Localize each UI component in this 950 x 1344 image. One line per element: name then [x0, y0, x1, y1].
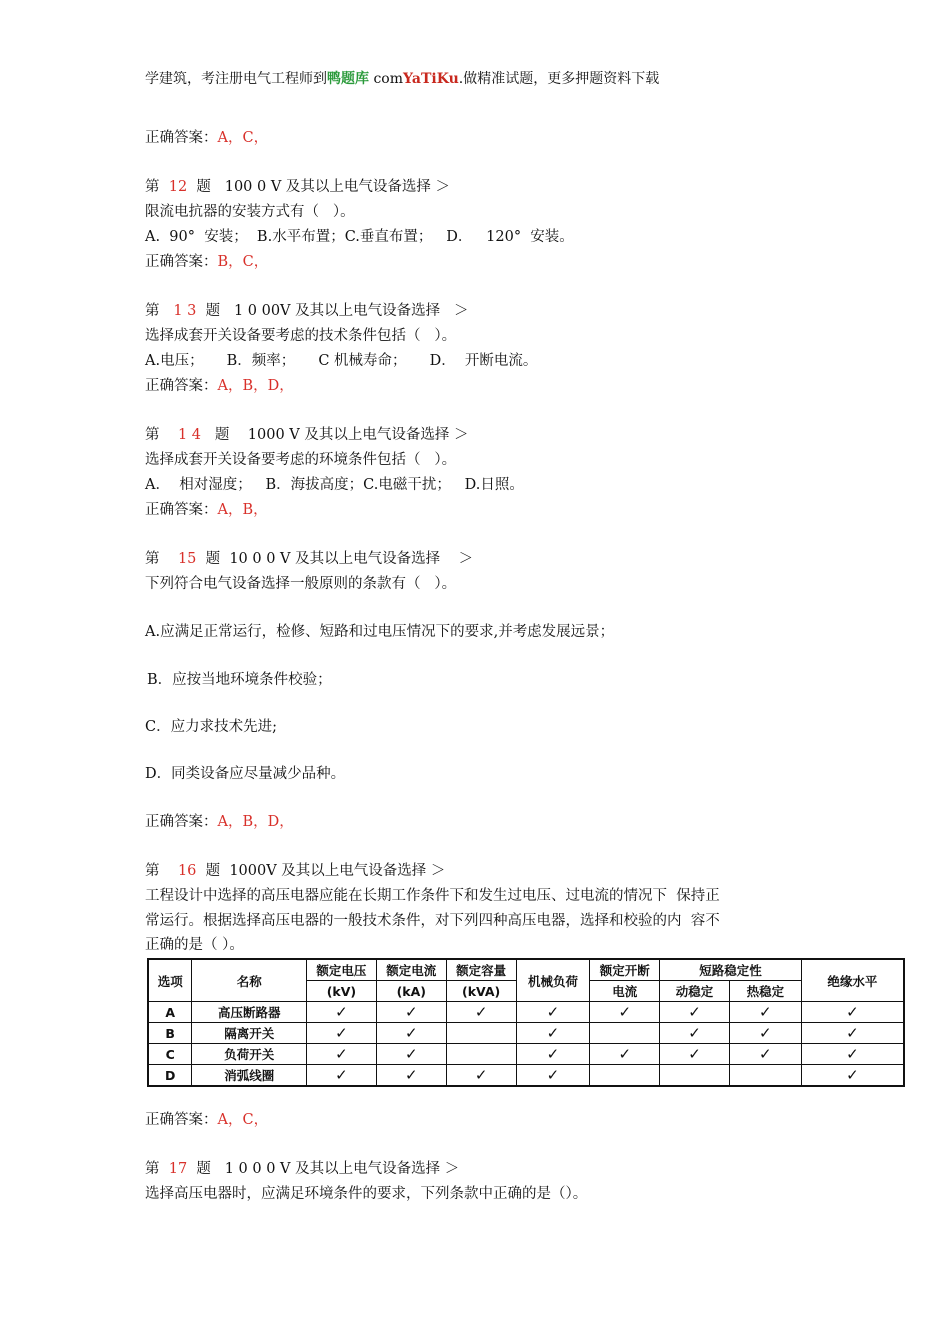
answer-label: 正确答案：: [145, 502, 218, 518]
table-cell: [446, 1023, 516, 1044]
check-mark-icon: ✓: [474, 1003, 488, 1021]
table-cell: [516, 1044, 590, 1065]
check-mark-icon: ✓: [759, 1045, 772, 1063]
check-mark-icon: ✓: [846, 1024, 859, 1042]
table-cell: [660, 1044, 730, 1065]
answer-label: 正确答案：: [145, 130, 218, 146]
table-cell: [376, 1002, 446, 1023]
answer-value: A，C，: [217, 1112, 269, 1128]
answer-label: 正确答案：: [145, 254, 218, 270]
check-mark-icon: ✓: [335, 1003, 348, 1021]
table-cell: [590, 1044, 660, 1065]
question-stem-q12: 限流电抗器的安装方式有（ ）。: [145, 204, 355, 220]
header-rated-capacity: 额定容量: [446, 959, 516, 981]
question-stem-q16-line3: 正确的是（ ）。: [145, 937, 244, 953]
question-topic: 1 0 00V 及其以上电气设备选择 ＞: [233, 303, 469, 319]
question-topic: 1000V 及其以上电气设备选择 ＞: [229, 863, 446, 879]
table-cell: [516, 1002, 590, 1023]
check-mark-icon: ✓: [688, 1045, 701, 1063]
table-row: [148, 1065, 904, 1087]
answer-q13: [145, 376, 294, 396]
table-row: [148, 1044, 904, 1065]
title-suffix: 题: [187, 1161, 225, 1177]
header-current-unit: (kA): [376, 981, 446, 1002]
check-mark-icon: ✓: [759, 1003, 772, 1021]
title-suffix: 题: [201, 427, 248, 443]
answer-label: 正确答案：: [145, 1112, 218, 1128]
brand-name-cn[interactable]: 鸭题库: [327, 71, 369, 87]
header-breaking-current: 额定开断: [590, 959, 660, 981]
check-mark-icon: ✓: [546, 1045, 560, 1063]
question-options-q14: A． 相对湿度； B．海拔高度；C.电磁干扰； D.日照。: [145, 477, 524, 493]
answer-label: 正确答案：: [145, 378, 218, 394]
table-cell: [801, 1023, 904, 1044]
table-cell: [590, 1065, 660, 1087]
check-mark-icon: ✓: [546, 1003, 560, 1021]
question-title-q16: [145, 861, 445, 881]
question-number: 12: [168, 179, 188, 195]
table-cell: [660, 1002, 730, 1023]
question-option-b-q15: B．应按当地环境条件校验；: [147, 672, 332, 688]
row-option: A: [148, 1002, 192, 1023]
question-stem-q14: 选择成套开关设备要考虑的环境条件包括（ ）。: [145, 452, 457, 468]
check-mark-icon: ✓: [846, 1003, 859, 1021]
title-prefix: 第: [145, 303, 174, 319]
question-number: 15: [177, 551, 197, 567]
header-thermal-stability: 热稳定: [729, 981, 801, 1002]
question-stem-q16-line2: 常运行。根据选择高压电器的一般技术条件，对下列四种高压电器，选择和校验的内 容不: [145, 913, 720, 929]
answer-value: A，C，: [217, 130, 269, 146]
table-cell: [307, 1023, 377, 1044]
header-name: 名称: [192, 959, 307, 1002]
header-dynamic-stability: 动稳定: [660, 981, 730, 1002]
table-cell: [801, 1044, 904, 1065]
question-option-d-q15: D．同类设备应尽量减少品种。: [145, 766, 346, 782]
check-mark-icon: ✓: [474, 1066, 488, 1084]
answer-q12: [145, 252, 268, 272]
check-mark-icon: ✓: [688, 1003, 701, 1021]
table-cell: [660, 1065, 730, 1087]
row-equipment-name: 消弧线圈: [192, 1065, 307, 1087]
question-option-c-q15: C．应力求技术先进;: [145, 719, 277, 735]
table-cell: [590, 1023, 660, 1044]
question-stem-q17: 选择高压电器时，应满足环境条件的要求，下列条款中正确的是（）。: [145, 1186, 588, 1202]
question-stem-q13: 选择成套开关设备要考虑的技术条件包括（ ）。: [145, 328, 457, 344]
table-cell: [446, 1065, 516, 1087]
question-title-q13: [145, 301, 468, 321]
question-options-q13: A.电压； B．频率； C 机械寿命； D． 开断电流。: [145, 353, 538, 369]
question-topic: 1 0 0 0 V 及其以上电气设备选择 ＞: [224, 1161, 460, 1177]
check-mark-icon: ✓: [404, 1045, 418, 1063]
header-com: com: [369, 71, 403, 87]
question-stem-q15: 下列符合电气设备选择一般原则的条款有（ ）。: [145, 576, 457, 592]
table-cell: [307, 1065, 377, 1087]
title-suffix: 题: [196, 303, 234, 319]
title-suffix: 题: [196, 863, 230, 879]
table-cell: [307, 1002, 377, 1023]
question-topic: 100 0 V 及其以上电气设备选择 ＞: [224, 179, 451, 195]
row-equipment-name: 负荷开关: [192, 1044, 307, 1065]
header-option: 选项: [148, 959, 192, 1002]
title-prefix: 第: [145, 863, 178, 879]
check-mark-icon: ✓: [688, 1024, 701, 1042]
answer-value: A，B，D，: [217, 814, 294, 830]
question-title-q15: [145, 549, 473, 569]
check-mark-icon: ✓: [759, 1024, 772, 1042]
question-number: 16: [177, 863, 197, 879]
answer-q11: [145, 128, 268, 148]
table-cell: [729, 1002, 801, 1023]
answer-value: A，B，: [217, 502, 268, 518]
page-header: [145, 69, 659, 89]
answer-q16: [145, 1110, 268, 1130]
row-option: B: [148, 1023, 192, 1044]
question-option-a-q15: A.应满足正常运行，检修、短路和过电压情况下的要求,并考虑发展远景；: [145, 624, 615, 640]
table-cell: [376, 1065, 446, 1087]
row-equipment-name: 隔离开关: [192, 1023, 307, 1044]
check-mark-icon: ✓: [335, 1045, 348, 1063]
table-cell: [446, 1002, 516, 1023]
title-suffix: 题: [196, 551, 230, 567]
check-mark-icon: ✓: [404, 1024, 418, 1042]
check-mark-icon: ✓: [335, 1066, 348, 1084]
table-cell: [307, 1044, 377, 1065]
question-number: 1 4: [177, 427, 201, 443]
table-cell: [729, 1044, 801, 1065]
title-prefix: 第: [145, 427, 178, 443]
header-text: 学建筑，考注册电气工程师到: [145, 71, 327, 87]
title-prefix: 第: [145, 1161, 169, 1177]
check-mark-icon: ✓: [404, 1003, 418, 1021]
check-mark-icon: ✓: [846, 1066, 859, 1084]
table-row: [148, 1023, 904, 1044]
header-voltage-unit: (kV): [307, 981, 377, 1002]
question-options-q12: A. 90° 安装； B.水平布置；C.垂直布置； D． 120° 安装。: [145, 229, 574, 245]
table-cell: [376, 1044, 446, 1065]
header-capacity-unit: (kVA): [446, 981, 516, 1002]
brand-name-en[interactable]: YaTiKu: [403, 71, 459, 87]
answer-value: B，C，: [217, 254, 269, 270]
table-cell: [516, 1023, 590, 1044]
title-prefix: 第: [145, 551, 178, 567]
table-cell: [376, 1023, 446, 1044]
check-mark-icon: ✓: [618, 1003, 632, 1021]
check-mark-icon: ✓: [546, 1024, 560, 1042]
table-cell: [801, 1002, 904, 1023]
header-breaking-current-2: 电流: [590, 981, 660, 1002]
question-topic: 1000 V 及其以上电气设备选择 ＞: [247, 427, 469, 443]
answer-q14: [145, 500, 268, 520]
table-cell: [446, 1044, 516, 1065]
header-rated-voltage: 额定电压: [307, 959, 377, 981]
header-mechanical-load: 机械负荷: [516, 959, 590, 1002]
question-title-q14: [145, 425, 468, 445]
answer-value: A，B，D，: [217, 378, 294, 394]
equipment-selection-table: [147, 958, 905, 1087]
table-cell: [729, 1065, 801, 1087]
table-row: [148, 1002, 904, 1023]
answer-q15: [145, 812, 294, 832]
question-topic: 10 0 0 V 及其以上电气设备选择 ＞: [229, 551, 474, 567]
answer-label: 正确答案：: [145, 814, 218, 830]
header-insulation-level: 绝缘水平: [801, 959, 904, 1002]
check-mark-icon: ✓: [546, 1066, 560, 1084]
title-suffix: 题: [187, 179, 225, 195]
question-stem-q16-line1: 工程设计中选择的高压电器应能在长期工作条件下和发生过电压、过电流的情况下 保持正: [145, 888, 720, 904]
header-rated-current: 额定电流: [376, 959, 446, 981]
question-title-q17: [145, 1159, 459, 1179]
check-mark-icon: ✓: [618, 1045, 632, 1063]
question-title-q12: [145, 177, 450, 197]
check-mark-icon: ✓: [404, 1066, 418, 1084]
check-mark-icon: ✓: [846, 1045, 859, 1063]
row-option: D: [148, 1065, 192, 1087]
table-cell: [660, 1023, 730, 1044]
table-cell: [516, 1065, 590, 1087]
row-option: C: [148, 1044, 192, 1065]
title-prefix: 第: [145, 179, 169, 195]
table-cell: [590, 1002, 660, 1023]
header-text-post: .做精准试题，更多押题资料下载: [458, 71, 660, 87]
question-number: 1 3: [173, 303, 197, 319]
question-number: 17: [168, 1161, 188, 1177]
table-cell: [729, 1023, 801, 1044]
table-cell: [801, 1065, 904, 1087]
row-equipment-name: 高压断路器: [192, 1002, 307, 1023]
header-short-circuit-stability: 短路稳定性: [660, 959, 802, 981]
check-mark-icon: ✓: [335, 1024, 348, 1042]
